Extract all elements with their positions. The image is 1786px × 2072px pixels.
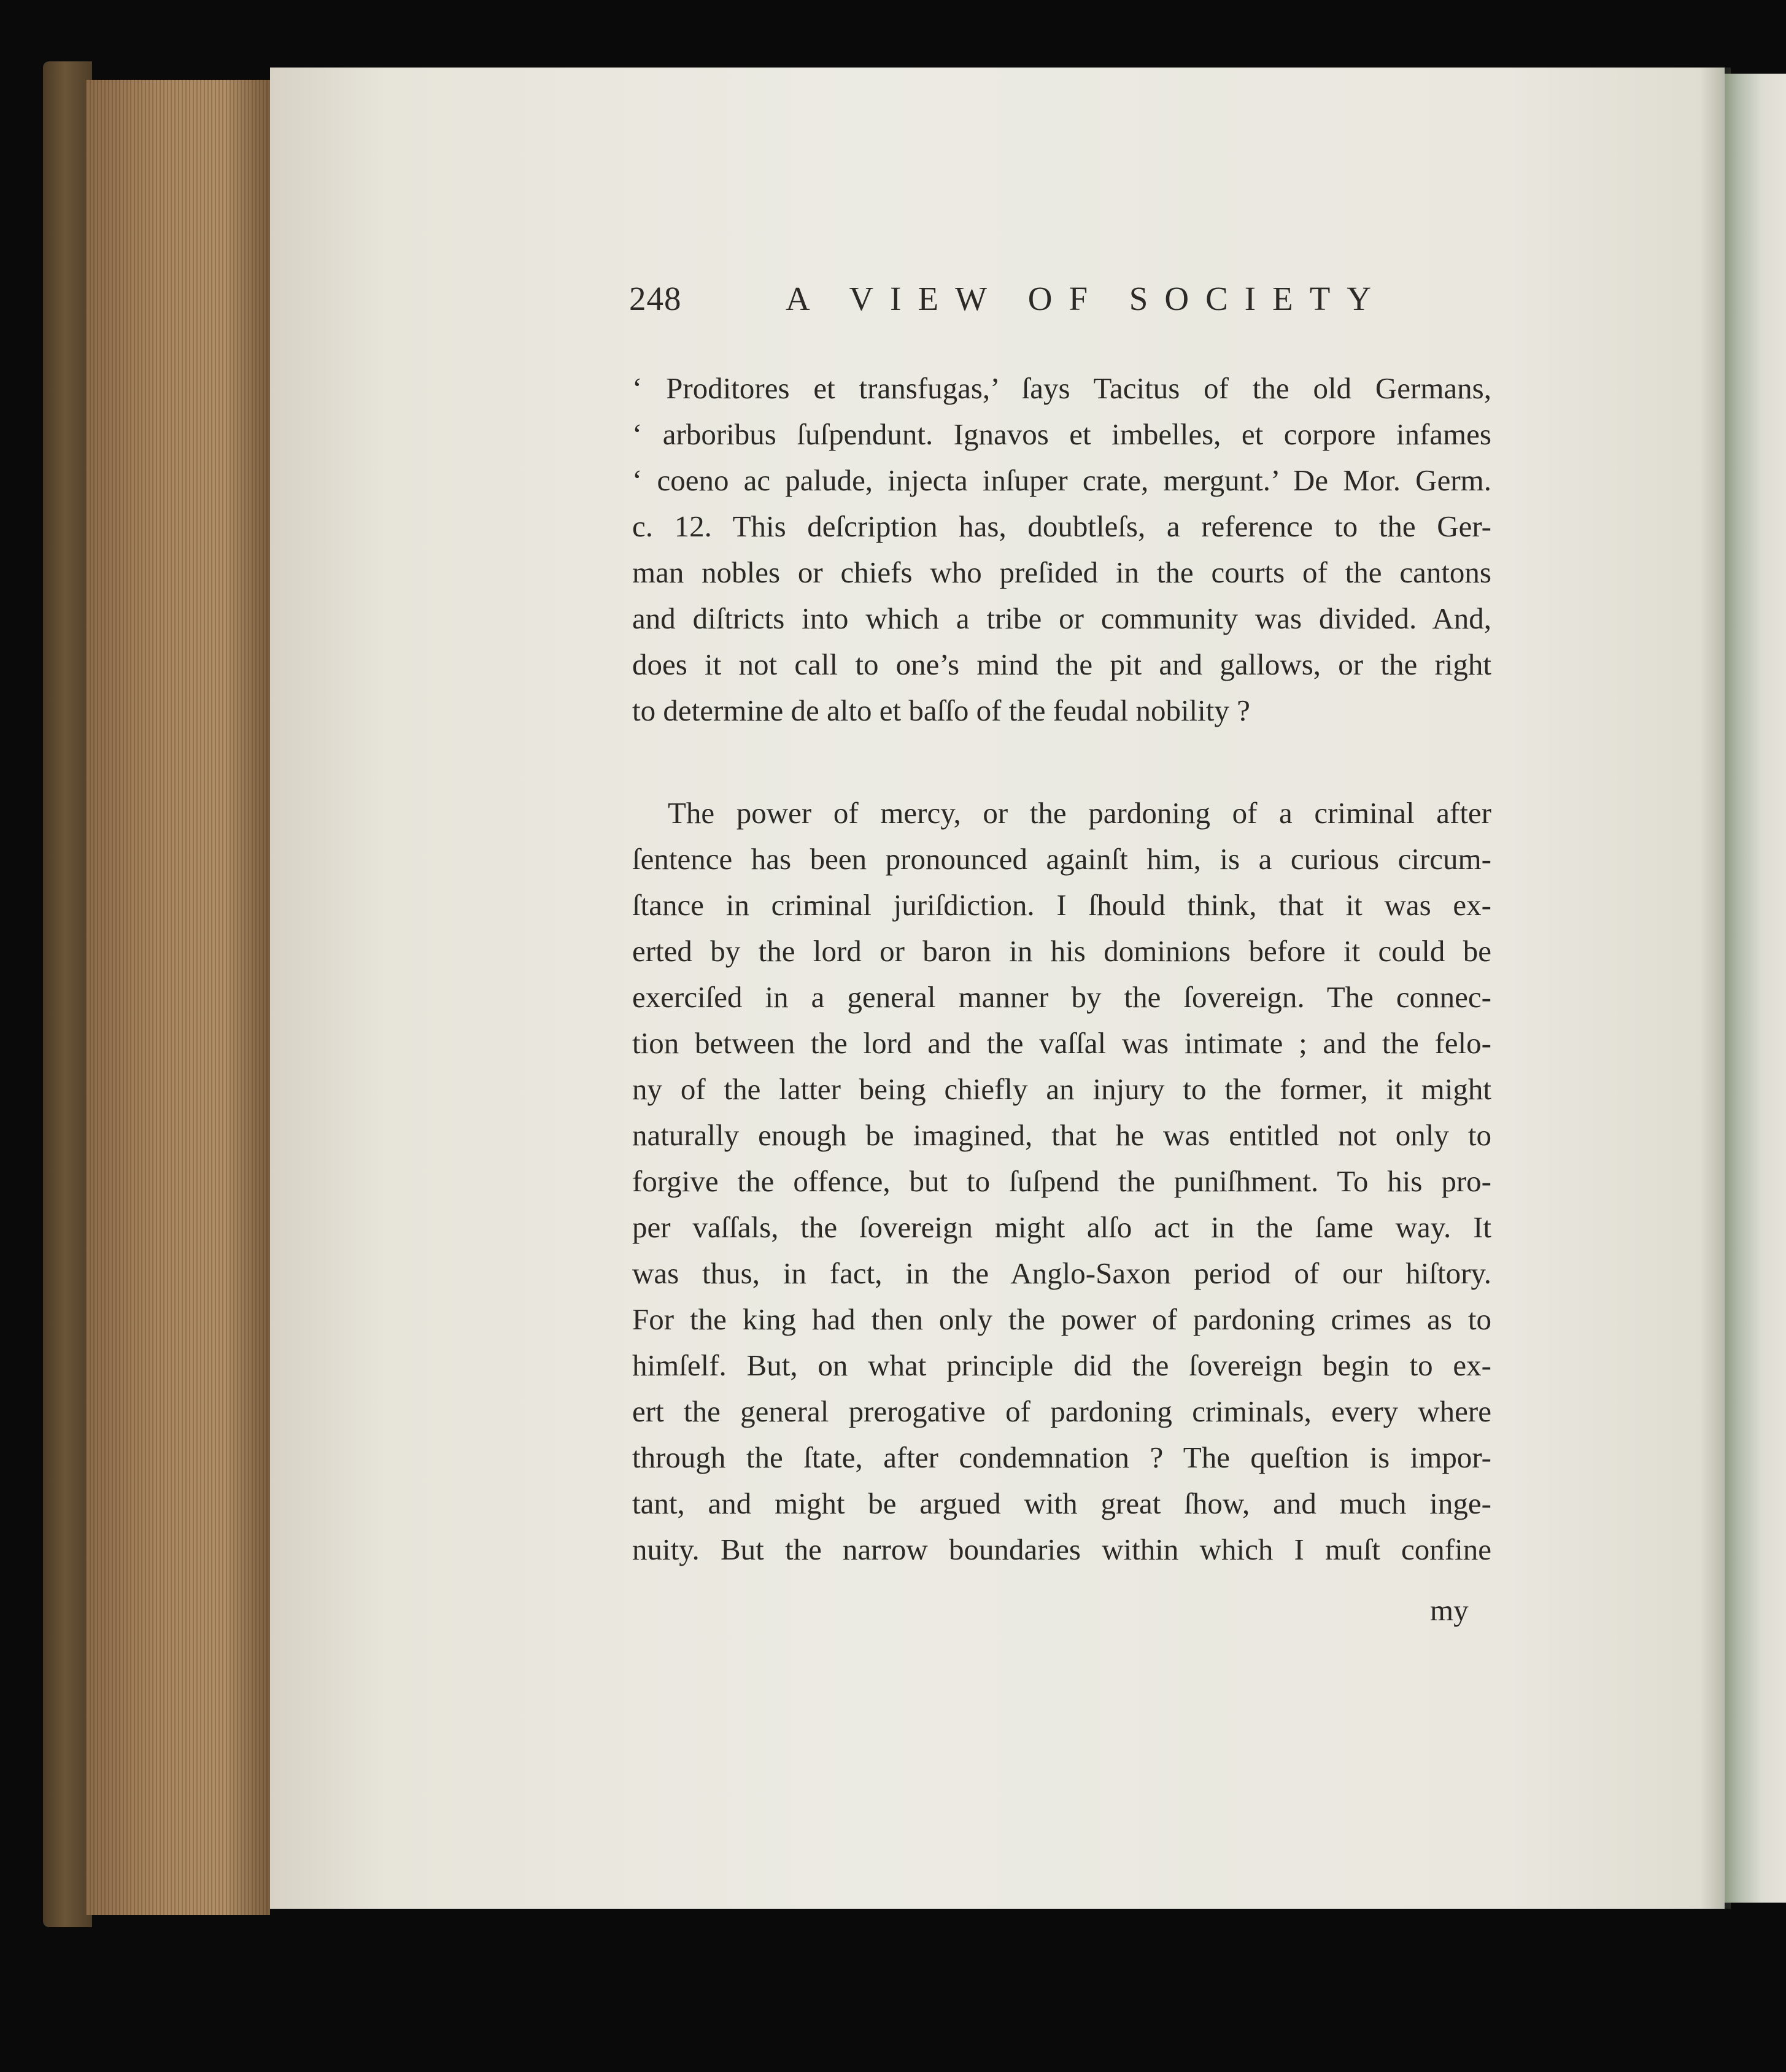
text-line: and diſtricts into which a tribe or community was divided. And, xyxy=(632,601,1491,635)
text-line: ‘ coeno ac palude, injecta inſuper crate, mergunt.’ De Mor. Germ. xyxy=(632,463,1491,497)
text-line: For the king had then only the power of pardoning crimes as to xyxy=(632,1302,1491,1336)
text-block xyxy=(632,365,1491,1572)
text-line: himſelf. But, on what principle did the ſovereign begin to ex- xyxy=(632,1348,1491,1382)
text-line: forgive the offence, but to ſuſpend the puniſhment. To his pro- xyxy=(632,1164,1491,1198)
text-line: ‘ Proditores et transfugas,’ ſays Tacitus of the old Germans, xyxy=(632,371,1491,405)
running-title: A VIEW OF SOCIETY xyxy=(786,280,1388,317)
text-line: exerciſed in a general manner by the ſovereign. The connec- xyxy=(632,980,1491,1014)
text-line: to determine de alto et baſſo of the feudal nobility ? xyxy=(632,694,1250,727)
text-line: does it not call to one’s mind the pit and gallows, or the right xyxy=(632,648,1491,681)
text-line: tion between the lord and the vaſſal was intimate ; and the felo- xyxy=(632,1026,1491,1060)
text-line: through the ſtate, after condemnation ? The queſtion is impor- xyxy=(632,1440,1491,1474)
text-line: naturally enough be imagined, that he was entitled not only to xyxy=(632,1118,1491,1152)
text-line: per vaſſals, the ſovereign might alſo act in the ſame way. It xyxy=(632,1210,1491,1244)
catchword: my xyxy=(1430,1593,1469,1627)
text-line: The power of mercy, or the pardoning of a criminal after xyxy=(668,796,1491,830)
text-line: erted by the lord or baron in his dominions before it could be xyxy=(632,934,1491,968)
facing-page-edge xyxy=(1725,74,1786,1903)
page-number: 248 xyxy=(629,280,682,317)
paragraph-break xyxy=(632,733,1491,790)
book-cover-edge xyxy=(43,61,92,1927)
text-line: ſtance in criminal juriſdiction. I ſhould think, that it was ex- xyxy=(632,888,1491,922)
text-line: was thus, in fact, in the Anglo-Saxon period of our hiſtory. xyxy=(632,1256,1491,1290)
text-line: ſentence has been pronounced againſt him, is a curious circum- xyxy=(632,842,1491,876)
text-line: nuity. But the narrow boundaries within which I muſt confine xyxy=(632,1533,1491,1566)
page-edges xyxy=(86,80,270,1915)
text-line: man nobles or chiefs who preſided in the courts of the cantons xyxy=(632,555,1491,589)
running-head xyxy=(629,279,1388,328)
text-line: ert the general prerogative of pardoning criminals, every where xyxy=(632,1394,1491,1428)
text-line: ‘ arboribus ſuſpendunt. Ignavos et imbelles, et corpore infames xyxy=(632,417,1491,451)
text-line: c. 12. This deſcription has, doubtleſs, a reference to the Ger- xyxy=(632,509,1491,543)
text-line: ny of the latter being chiefly an injury to the former, it might xyxy=(632,1072,1491,1106)
text-line: tant, and might be argued with great ſhow, and much inge- xyxy=(632,1486,1491,1520)
